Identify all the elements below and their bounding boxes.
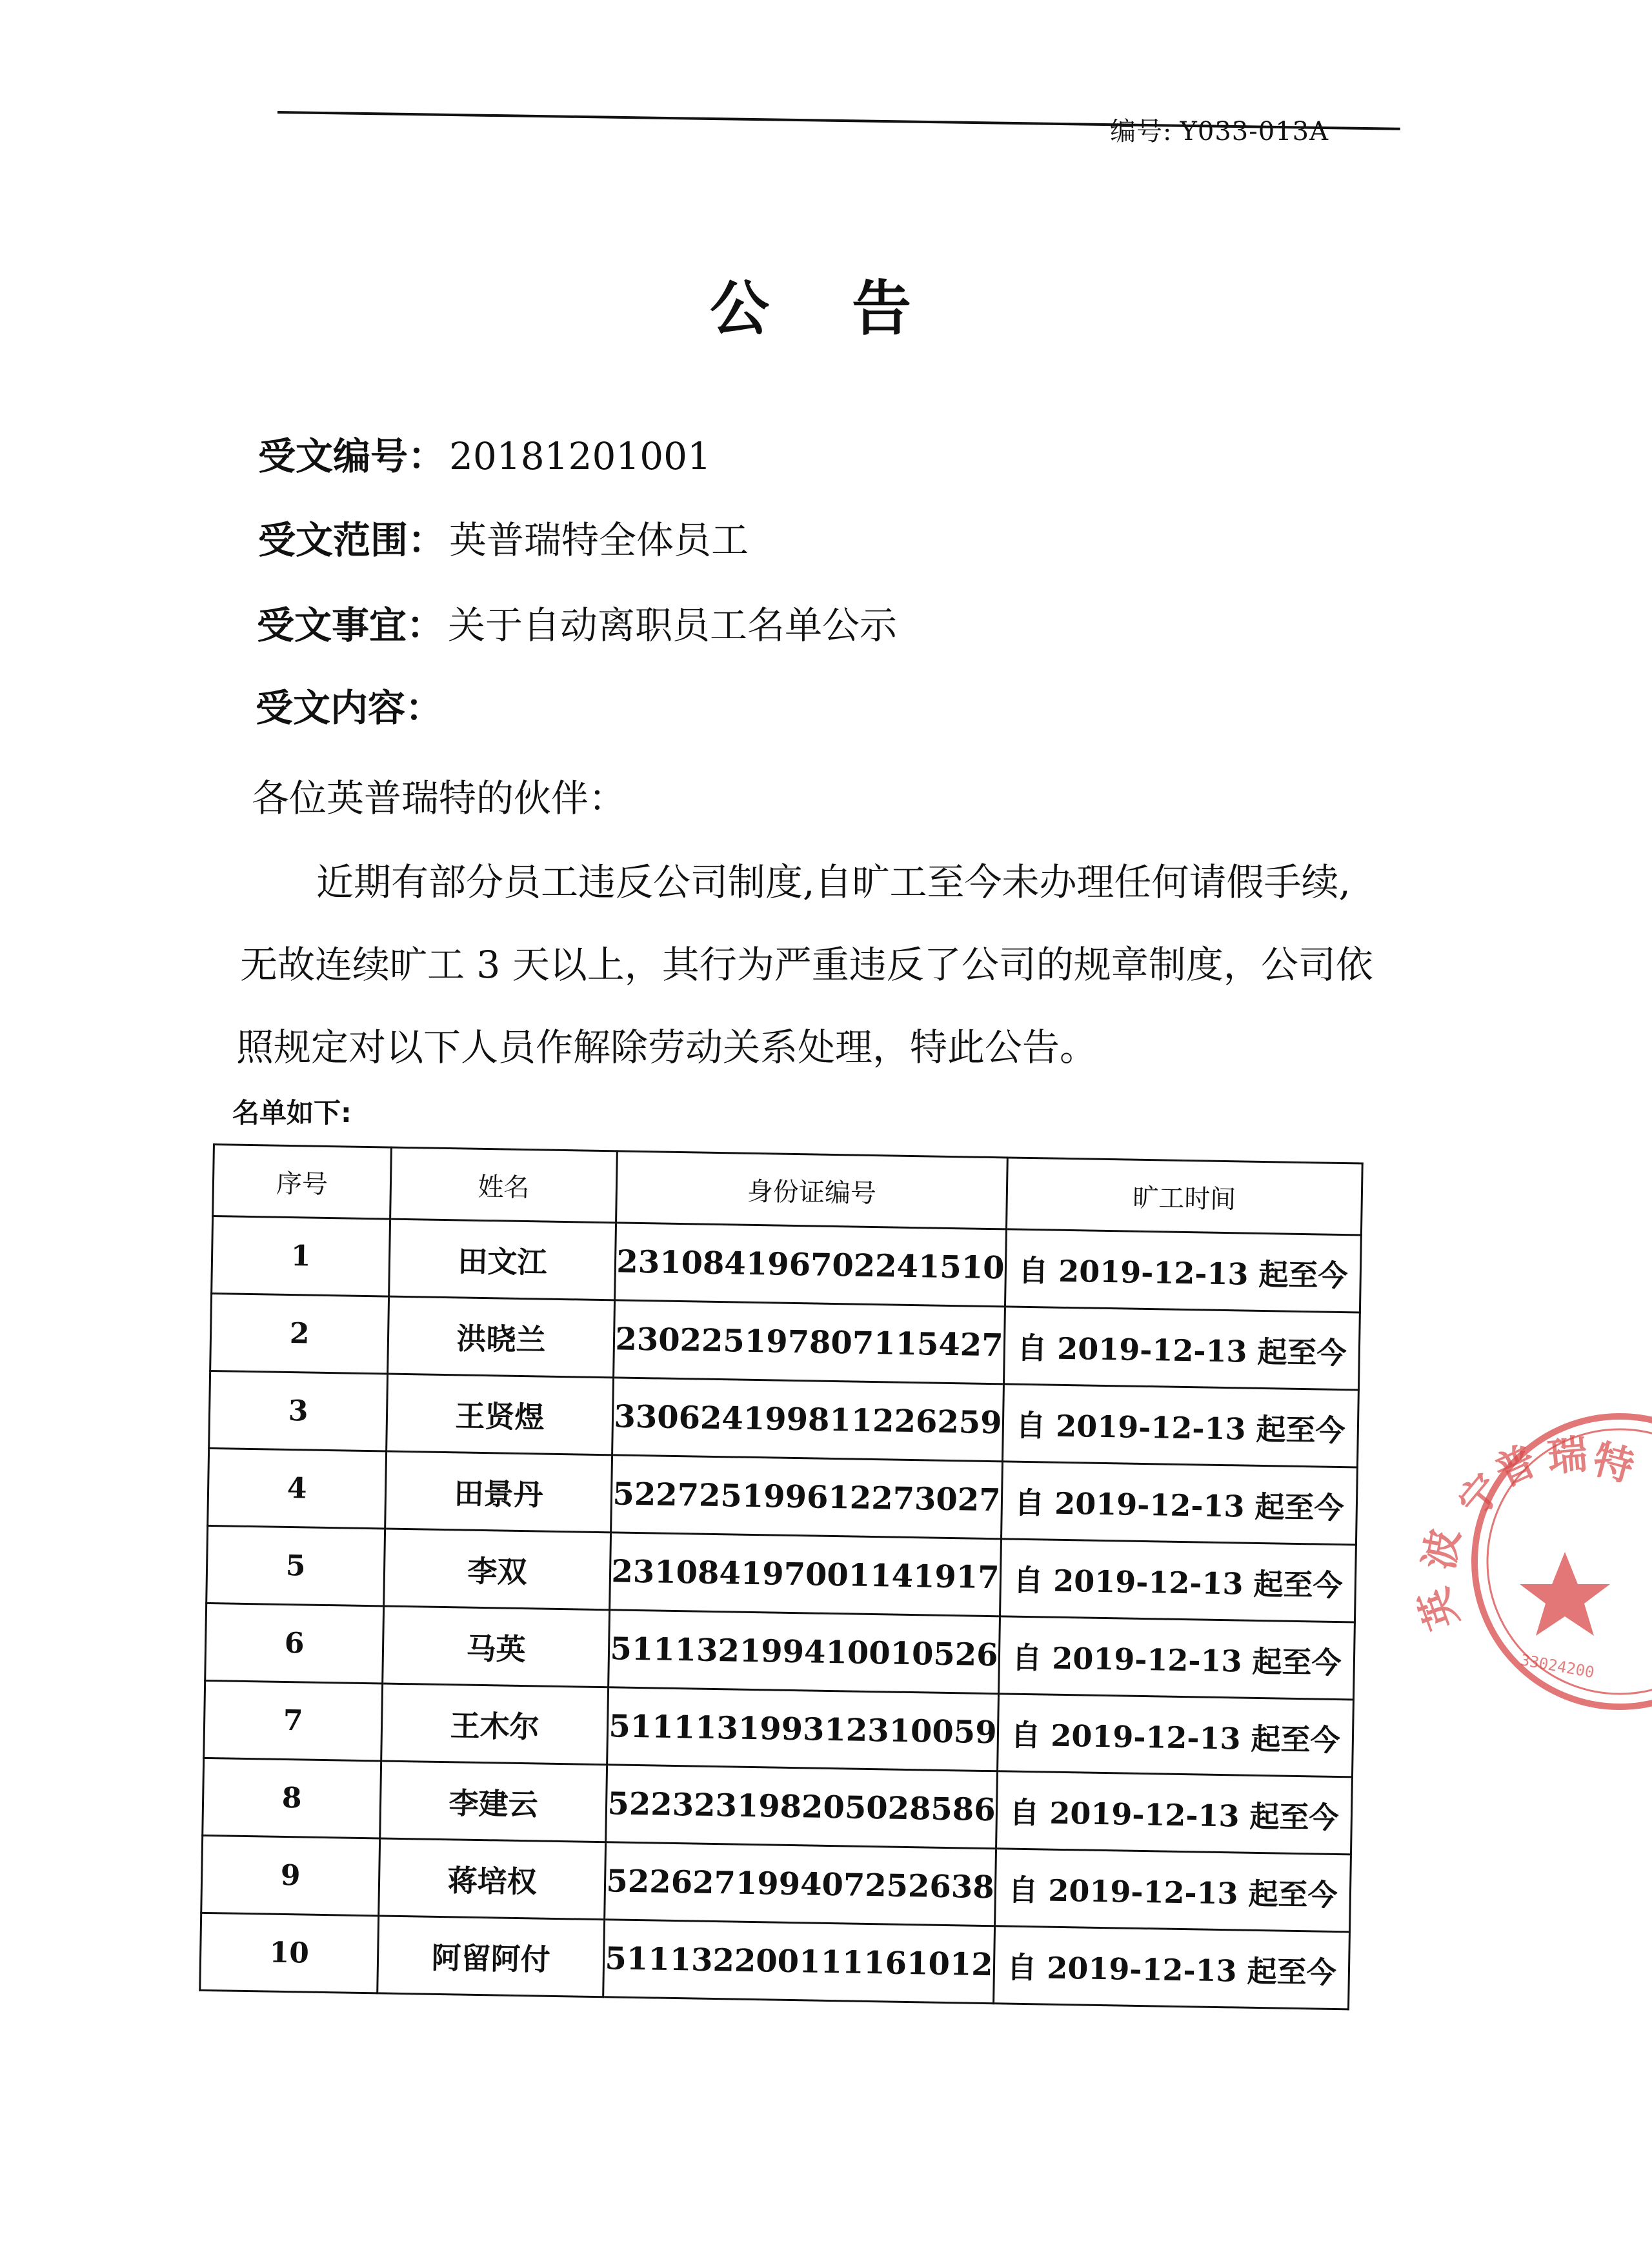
svg-text:瑞: 瑞 <box>1545 1430 1590 1481</box>
field-value: 20181201001 <box>449 434 711 478</box>
greeting: 各位英普瑞特的伙伴： <box>252 776 627 820</box>
row-period: 自 2019-12-13 起至今 <box>995 1849 1351 1932</box>
row-id-number: 230225197807115427 <box>614 1300 1005 1384</box>
field-subject: 受文事宜： 关于自动离职员工名单公示 <box>257 603 898 647</box>
company-seal <box>1407 1407 1639 1716</box>
field-doc-number: 受文编号： 20181201001 <box>258 434 711 478</box>
body-line-3: 照规定对以下人员作解除劳动关系处理，特此公告。 <box>236 1025 1098 1069</box>
row-id-number: 231084196702241510 <box>615 1223 1007 1307</box>
svg-text:普: 普 <box>1487 1436 1544 1496</box>
row-index: 5 <box>206 1525 385 1606</box>
row-id-number: 522627199407252638 <box>605 1842 996 1926</box>
row-period: 自 2019-12-13 起至今 <box>996 1771 1353 1855</box>
row-name: 王贤煜 <box>387 1374 614 1455</box>
row-name: 李建云 <box>380 1761 607 1842</box>
row-index: 9 <box>201 1835 380 1916</box>
row-id-number: 511113199312310059 <box>607 1687 999 1771</box>
field-content: 受文内容： <box>256 686 443 730</box>
document-number-label: 编号: <box>1110 117 1173 146</box>
page-title: 公 告 <box>709 274 943 343</box>
field-label: 受文内容 <box>256 686 406 730</box>
row-index: 10 <box>200 1913 379 1993</box>
row-index: 2 <box>210 1293 389 1374</box>
svg-text:特: 特 <box>1588 1434 1639 1491</box>
row-name: 蒋培权 <box>379 1838 606 1920</box>
row-name: 李双 <box>384 1529 611 1610</box>
svg-text:宁: 宁 <box>1449 1465 1511 1526</box>
header-id-number: 身份证编号 <box>616 1151 1008 1229</box>
svg-text:波: 波 <box>1415 1525 1469 1573</box>
row-period: 自 2019-12-13 起至今 <box>999 1616 1355 1700</box>
header-absence-period: 旷工时间 <box>1006 1158 1362 1235</box>
row-index: 3 <box>209 1371 388 1451</box>
row-id-number: 511132199410010526 <box>609 1610 1000 1694</box>
row-period: 自 2019-12-13 起至今 <box>1005 1229 1361 1313</box>
body-line-2: 无故连续旷工 3 天以上，其行为严重违反了公司的规章制度，公司依 <box>240 943 1373 987</box>
header-name: 姓名 <box>390 1147 618 1223</box>
body-line-1: 近期有部分员工违反公司制度,自旷工至今未办理任何请假手续, <box>316 860 1351 904</box>
field-value: 英普瑞特全体员工 <box>449 518 749 562</box>
row-name: 马英 <box>383 1606 610 1687</box>
row-period: 自 2019-12-13 起至今 <box>1002 1384 1358 1467</box>
field-label: 受文事宜 <box>257 603 407 647</box>
row-period: 自 2019-12-13 起至今 <box>994 1926 1350 2009</box>
list-label: 名单如下: <box>232 1097 352 1129</box>
row-name: 洪晓兰 <box>388 1296 615 1378</box>
row-index: 6 <box>205 1603 384 1684</box>
row-id-number: 231084197001141917 <box>610 1533 1002 1616</box>
seal-code-text: 33024200 <box>1518 1651 1596 1682</box>
field-label: 受文编号 <box>258 434 408 478</box>
employee-table-wrapper <box>199 1143 1375 2011</box>
row-index: 7 <box>204 1680 383 1761</box>
row-name: 田文江 <box>389 1219 616 1300</box>
row-id-number: 522323198205028586 <box>606 1765 998 1849</box>
row-index: 8 <box>203 1758 381 1838</box>
row-id-number: 330624199811226259 <box>612 1378 1004 1462</box>
red-company-seal-icon <box>1407 1407 1639 1716</box>
row-id-number: 522725199612273027 <box>611 1455 1003 1539</box>
document-number <box>1110 111 1329 148</box>
field-value: 关于自动离职员工名单公示 <box>448 603 898 647</box>
row-name: 王木尔 <box>381 1684 609 1765</box>
row-period: 自 2019-12-13 起至今 <box>1000 1539 1356 1622</box>
row-name: 田景丹 <box>385 1451 612 1533</box>
field-label: 受文范围 <box>258 518 408 562</box>
row-index: 1 <box>212 1216 390 1297</box>
row-period: 自 2019-12-13 起至今 <box>998 1694 1354 1777</box>
row-period: 自 2019-12-13 起至今 <box>1002 1462 1358 1545</box>
row-id-number: 511132200111161012 <box>603 1920 995 2004</box>
row-index: 4 <box>208 1448 387 1529</box>
svg-text:英: 英 <box>1409 1582 1468 1636</box>
field-scope: 受文范围： 英普瑞特全体员工 <box>258 518 749 562</box>
document-number-value: Y033-013A <box>1180 117 1329 146</box>
row-period: 自 2019-12-13 起至今 <box>1003 1307 1360 1390</box>
header-index: 序号 <box>213 1145 392 1220</box>
row-name: 阿留阿付 <box>378 1916 605 1997</box>
employee-table <box>199 1143 1364 2010</box>
